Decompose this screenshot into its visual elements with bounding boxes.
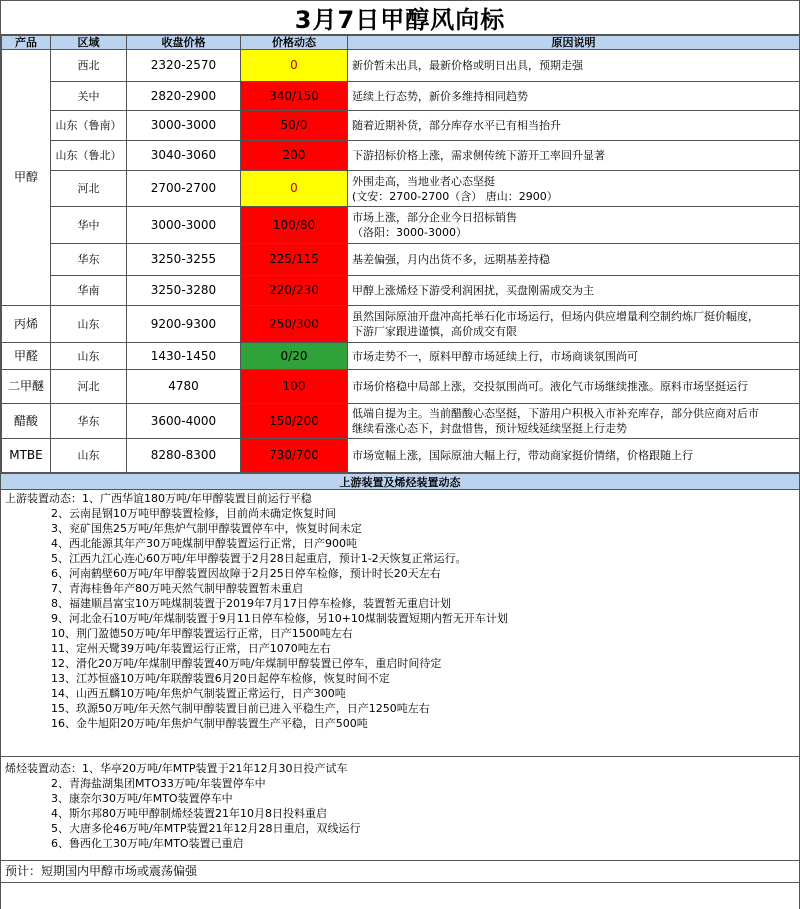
item-text: 5、江西九江心连心60万吨/年甲醇装置于2月28日起重启，预计1-2天恢复正常运行。 — [51, 552, 467, 565]
table-row — [2, 141, 800, 171]
price-cell: 2700-2700 — [127, 171, 241, 207]
reason-cell — [348, 111, 800, 141]
list-item — [5, 776, 795, 791]
price-cell: 3250-3255 — [127, 244, 241, 276]
price-cell: 9200-9300 — [127, 306, 241, 343]
table-row — [2, 370, 800, 404]
reason-line: (文安：2700-2700（含） 唐山：2900） — [352, 189, 558, 203]
reason-cell — [348, 244, 800, 276]
region-cell: 山东 — [51, 439, 127, 473]
price-cell: 3250-3280 — [127, 276, 241, 306]
list-item — [5, 656, 795, 671]
region-cell: 山东 — [51, 343, 127, 370]
price-cell: 3600-4000 — [127, 404, 241, 439]
region-cell: 华中 — [51, 207, 127, 244]
item-text: 3、兖矿国焦25万吨/年焦炉气制甲醇装置停车中，恢复时间未定 — [51, 522, 362, 535]
price-cell: 3000-3000 — [127, 111, 241, 141]
list-item — [5, 521, 795, 536]
reason-line: 低端自提为主。当前醋酸心态坚挺，下游用户积极入市补充库存，部分供应商对后市 — [352, 407, 759, 420]
item-text: 7、青海桂鲁年产80万吨天然气制甲醇装置暂未重启 — [51, 582, 303, 595]
list-item — [5, 611, 795, 626]
change-cell: 340/150 — [241, 82, 348, 111]
item-text: 9、河北金石10万吨/年煤制装置于9月11日停车检修，另10+10煤制装置短期内暂无开车计划 — [51, 612, 508, 625]
region-cell: 华东 — [51, 244, 127, 276]
item-text: 4、斯尔邦80万吨甲醇制烯烃装置21年10月8日投料重启 — [51, 807, 327, 820]
reason-cell — [348, 306, 800, 343]
reason-line: 下游厂家跟进谨慎，高价成交有限 — [352, 325, 517, 338]
item-text: 13、江苏恒盛10万吨/年联醇装置6月20日起停车检修，恢复时间不定 — [51, 672, 390, 685]
table-row — [2, 244, 800, 276]
price-cell: 3000-3000 — [127, 207, 241, 244]
item-text: 1、广西华谊180万吨/年甲醇装置目前运行平稳 — [82, 492, 312, 505]
reason-line: 继续看涨心态下，封盘惜售，预计短线延续坚挺上行走势 — [352, 422, 627, 435]
item-text: 2、云南昆钢10万吨甲醇装置检修，目前尚未确定恢复时间 — [51, 507, 336, 520]
list-item — [5, 641, 795, 656]
region-cell: 华南 — [51, 276, 127, 306]
reason-line: 外围走高，当地业者心态坚挺 — [352, 174, 495, 188]
reason-line: 基差偏强，月内出货不多，远期基差持稳 — [352, 253, 550, 266]
olefin-block — [1, 757, 799, 861]
list-item — [5, 806, 795, 821]
price-cell: 3040-3060 — [127, 141, 241, 171]
reason-line: 延续上行态势，新价多维持相同趋势 — [352, 89, 528, 103]
list-item — [5, 686, 795, 701]
table-row — [2, 404, 800, 439]
table-row — [2, 111, 800, 141]
reason-line: 市场走势不一，原料甲醇市场延续上行，市场商谈氛围尚可 — [352, 349, 638, 363]
change-cell: 100 — [241, 370, 348, 404]
reason-cell — [348, 50, 800, 82]
list-item — [5, 551, 795, 566]
header-change: 价格动态 — [241, 36, 348, 50]
forecast-text: 短期国内甲醇市场或震荡偏强 — [41, 864, 198, 878]
item-text: 10、荆门盈德50万吨/年甲醇装置运行正常，日产1500吨左右 — [51, 627, 353, 640]
region-cell: 山东（鲁南） — [51, 111, 127, 141]
table-row — [2, 207, 800, 244]
upstream-label: 上游装置动态： — [5, 492, 82, 505]
product-cell: 二甲醚 — [2, 370, 51, 404]
region-cell: 河北 — [51, 370, 127, 404]
item-text: 14、山西五麟10万吨/年焦炉气制装置正常运行，日产300吨 — [51, 687, 346, 700]
list-item — [5, 626, 795, 641]
reason-cell — [348, 82, 800, 111]
table-row — [2, 343, 800, 370]
change-cell: 0/20 — [241, 343, 348, 370]
forecast-block — [1, 861, 799, 883]
region-cell: 山东 — [51, 306, 127, 343]
table-row — [2, 439, 800, 473]
item-text: 15、玖源50万吨/年天然气制甲醇装置目前已进入平稳生产，日产1250吨左右 — [51, 702, 430, 715]
table-row — [2, 171, 800, 207]
list-item — [5, 506, 795, 521]
table-row — [2, 82, 800, 111]
upstream-block — [1, 490, 799, 757]
item-text: 11、定州天鹭39万吨/年装置运行正常，日产1070吨左右 — [51, 642, 331, 655]
change-cell: 150/200 — [241, 404, 348, 439]
section-title: 上游装置及烯烃装置动态 — [1, 473, 799, 490]
reason-cell — [348, 343, 800, 370]
reason-cell — [348, 370, 800, 404]
list-item — [5, 716, 795, 731]
reason-line: 随着近期补货，部分库存水平已有相当抬升 — [352, 119, 561, 132]
product-cell: 丙烯 — [2, 306, 51, 343]
product-cell: 醋酸 — [2, 404, 51, 439]
price-cell: 8280-8300 — [127, 439, 241, 473]
olefin-label: 烯烃装置动态： — [5, 762, 82, 775]
list-item — [5, 701, 795, 716]
change-cell: 50/0 — [241, 111, 348, 141]
change-cell: 250/300 — [241, 306, 348, 343]
reason-cell — [348, 404, 800, 439]
item-text: 2、青海盐湖集团MTO33万吨/年装置停车中 — [51, 777, 266, 790]
reason-cell — [348, 439, 800, 473]
change-cell: 200 — [241, 141, 348, 171]
price-cell: 2820-2900 — [127, 82, 241, 111]
item-text: 5、大唐多伦46万吨/年MTP装置21年12月28日重启，双线运行 — [51, 822, 361, 835]
reason-line: 下游招标价格上涨，需求侧传统下游开工率回升显著 — [352, 149, 605, 162]
reason-cell — [348, 207, 800, 244]
product-cell: 甲醛 — [2, 343, 51, 370]
reason-cell — [348, 141, 800, 171]
region-cell: 西北 — [51, 50, 127, 82]
table-row — [2, 276, 800, 306]
price-table — [1, 35, 800, 473]
list-item — [5, 596, 795, 611]
reason-line: 市场价格稳中局部上涨，交投氛围尚可。液化气市场继续推涨。原料市场坚挺运行 — [352, 380, 748, 393]
change-cell: 730/700 — [241, 439, 348, 473]
reason-line: （洛阳：3000-3000） — [352, 226, 467, 239]
list-item — [5, 836, 795, 851]
item-text: 8、福建顺昌富宝10万吨煤制装置于2019年7月17日停车检修，装置暂无重启计划 — [51, 597, 451, 610]
list-item — [5, 671, 795, 686]
forecast-label: 预计： — [5, 864, 42, 878]
list-item — [5, 581, 795, 596]
list-item — [5, 761, 795, 776]
item-text: 16、金牛旭阳20万吨/年焦炉气制甲醇装置生产平稳，日产500吨 — [51, 717, 368, 730]
list-item — [5, 791, 795, 806]
region-cell: 关中 — [51, 82, 127, 111]
list-item — [5, 536, 795, 551]
price-cell: 2320-2570 — [127, 50, 241, 82]
reason-line: 甲醇上涨烯烃下游受利润困扰，买盘刚需成交为主 — [352, 284, 594, 297]
header-price: 收盘价格 — [127, 36, 241, 50]
region-cell: 河北 — [51, 171, 127, 207]
item-text: 4、西北能源其年产30万吨煤制甲醇装置运行正常，日产900吨 — [51, 537, 357, 550]
change-cell: 0 — [241, 50, 348, 82]
change-cell: 100/80 — [241, 207, 348, 244]
list-item — [5, 491, 795, 506]
change-cell: 220/230 — [241, 276, 348, 306]
reason-line: 市场上涨，部分企业今日招标销售 — [352, 211, 517, 224]
reason-cell — [348, 171, 800, 207]
table-row — [2, 306, 800, 343]
product-cell: 甲醇 — [2, 50, 51, 306]
reason-line: 新价暂未出具，最新价格或明日出具，预期走强 — [352, 59, 583, 72]
price-cell: 1430-1450 — [127, 343, 241, 370]
item-text: 1、华亭20万吨/年MTP装置于21年12月30日投产试车 — [82, 762, 348, 775]
table-header-row — [2, 36, 800, 50]
region-cell: 华东 — [51, 404, 127, 439]
price-cell: 4780 — [127, 370, 241, 404]
product-cell: MTBE — [2, 439, 51, 473]
item-text: 12、滑化20万吨/年煤制甲醇装置40万吨/年煤制甲醇装置已停车，重启时间待定 — [51, 657, 442, 670]
table-row — [2, 50, 800, 82]
reason-cell — [348, 276, 800, 306]
item-text: 3、康奈尔30万吨/年MTO装置停车中 — [51, 792, 233, 805]
header-product: 产品 — [2, 36, 51, 50]
item-text: 6、河南鹤壁60万吨/年甲醇装置因故障于2月25日停车检修，预计时长20天左右 — [51, 567, 441, 580]
header-region: 区域 — [51, 36, 127, 50]
change-cell: 0 — [241, 171, 348, 207]
page-title: 3月7日甲醇风向标 — [1, 0, 799, 35]
region-cell: 山东（鲁北） — [51, 141, 127, 171]
header-reason: 原因说明 — [348, 36, 800, 50]
list-item — [5, 566, 795, 581]
list-item — [5, 821, 795, 836]
change-cell: 225/115 — [241, 244, 348, 276]
reason-line: 市场宽幅上涨，国际原油大幅上行，带动商家挺价情绪，价格跟随上行 — [352, 449, 693, 462]
item-text: 6、鲁西化工30万吨/年MTO装置已重启 — [51, 837, 244, 850]
reason-line: 虽然国际原油开盘冲高托举石化市场运行，但场内供应增量利空制约炼厂挺价幅度， — [352, 310, 759, 323]
